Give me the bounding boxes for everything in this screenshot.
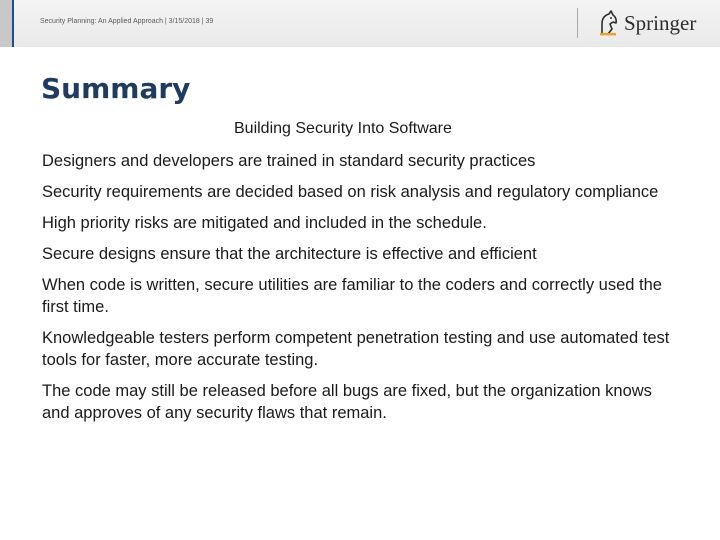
bullet-item: Designers and developers are trained in standard security practices	[42, 152, 536, 170]
bullet-item: High priority risks are mitigated and included in the schedule.	[42, 214, 487, 232]
bullet-item: Knowledgeable testers perform competent penetration testing and use automated test tools for faster, more accurate testing.	[42, 329, 670, 369]
slide-subheading: Building Security Into Software	[234, 120, 452, 137]
bullet-item: Security requirements are decided based on risk analysis and regulatory compliance	[42, 183, 659, 201]
logo-text: Springer	[624, 10, 697, 35]
header-accent-bar	[0, 0, 14, 47]
bullet-item: When code is written, secure utilities are familiar to the coders and correctly used the first time.	[42, 276, 662, 316]
header-divider	[577, 8, 578, 38]
bullet-item: Secure designs ensure that the architecture is effective and efficient	[42, 245, 537, 263]
slide-title: Summary	[41, 72, 191, 105]
publisher-logo	[598, 9, 696, 37]
springer-horse-icon	[598, 10, 620, 36]
footer-text: Security Planning: An Applied Approach | 3/15/2018 | 39	[40, 18, 214, 25]
bullet-item: The code may still be released before all bugs are fixed, but the organization knows and approves of any security flaws that remain.	[42, 382, 652, 422]
bullet-list	[42, 150, 682, 433]
